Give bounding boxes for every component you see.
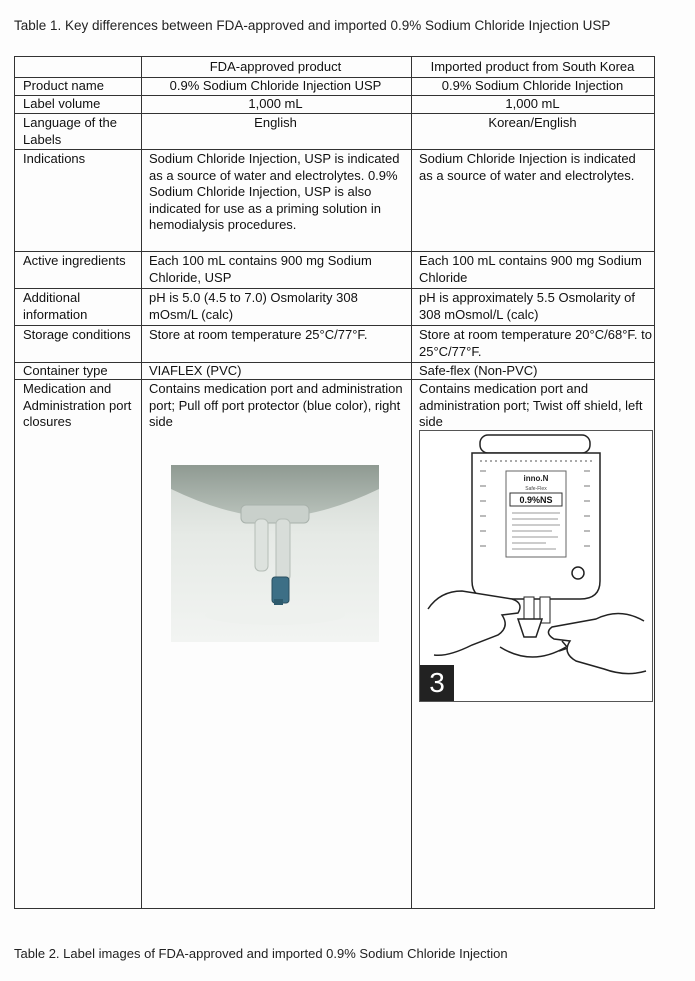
comparison-table bbox=[14, 56, 655, 909]
row-label-container-type: Container type bbox=[23, 363, 108, 378]
table-1-caption: Table 1. Key differences between FDA-approved and imported 0.9% Sodium Chloride Injection USP bbox=[14, 18, 611, 33]
korea-storage-conditions: Store at room temperature 20°C/68°F. to 25°C/77°F. bbox=[419, 327, 652, 359]
bag-brand: inno.N bbox=[523, 474, 549, 483]
row-divider bbox=[15, 251, 654, 252]
fda-indications: Sodium Chloride Injection, USP is indicated as a source of water and electrolytes. 0.9% Sodium Chloride Injection, USP is also indicated for use as a priming solution in hemodialysis procedures. bbox=[149, 151, 400, 232]
fda-language: English bbox=[254, 115, 297, 130]
row-label-product-name: Product name bbox=[23, 78, 104, 93]
bag-product: Safe-Flex bbox=[525, 486, 547, 492]
fda-port-closures: Contains medication port and administration port; Pull off port protector (blue color), right side bbox=[149, 381, 403, 429]
header-korea: Imported product from South Korea bbox=[430, 59, 635, 74]
row-label-indications: Indications bbox=[23, 151, 86, 166]
row-label-storage-conditions: Storage conditions bbox=[23, 327, 131, 342]
korea-indications: Sodium Chloride Injection is indicated as a source of water and electrolytes. bbox=[419, 151, 636, 183]
korea-language: Korean/English bbox=[488, 115, 577, 130]
bag-label: 0.9%NS bbox=[519, 495, 553, 505]
hands-twisting-iv-bag-icon bbox=[419, 430, 653, 702]
row-divider bbox=[15, 288, 654, 289]
step-number: 3 bbox=[420, 665, 454, 701]
fda-storage-conditions: Store at room temperature 25°C/77°F. bbox=[149, 327, 368, 342]
fda-product-name: 0.9% Sodium Chloride Injection USP bbox=[169, 78, 382, 93]
korea-product-name: 0.9% Sodium Chloride Injection bbox=[441, 78, 624, 93]
row-label-port-closures: Medication and Administration port closures bbox=[23, 381, 132, 429]
row-label-additional-information: Additional information bbox=[23, 290, 88, 322]
header-fda: FDA-approved product bbox=[209, 59, 342, 74]
fda-label-volume: 1,000 mL bbox=[248, 96, 303, 111]
iv-bag-port-photo-icon bbox=[171, 465, 379, 642]
row-label-label-volume: Label volume bbox=[23, 96, 101, 111]
korea-container-type: Safe-flex (Non-PVC) bbox=[419, 363, 538, 378]
fda-container-type: VIAFLEX (PVC) bbox=[149, 363, 242, 378]
fda-additional-information: pH is 5.0 (4.5 to 7.0) Osmolarity 308 mOsm/L (calc) bbox=[149, 290, 358, 322]
korea-port-closures: Contains medication port and administration port; Twist off shield, left side bbox=[419, 381, 643, 429]
row-divider bbox=[15, 149, 654, 150]
korea-additional-information: pH is approximately 5.5 Osmolarity of 308 mOsmol/L (calc) bbox=[419, 290, 636, 322]
column-divider bbox=[141, 57, 142, 908]
row-label-language: Language of the Labels bbox=[23, 115, 117, 147]
fda-active-ingredients: Each 100 mL contains 900 mg Sodium Chloride, USP bbox=[149, 253, 372, 285]
row-divider bbox=[15, 325, 654, 326]
korea-label-volume: 1,000 mL bbox=[505, 96, 560, 111]
table-2-caption: Table 2. Label images of FDA-approved and imported 0.9% Sodium Chloride Injection bbox=[14, 946, 508, 961]
row-label-active-ingredients: Active ingredients bbox=[23, 253, 126, 268]
row-divider bbox=[15, 113, 654, 114]
column-divider bbox=[411, 57, 412, 908]
korea-active-ingredients: Each 100 mL contains 900 mg Sodium Chloride bbox=[419, 253, 642, 285]
